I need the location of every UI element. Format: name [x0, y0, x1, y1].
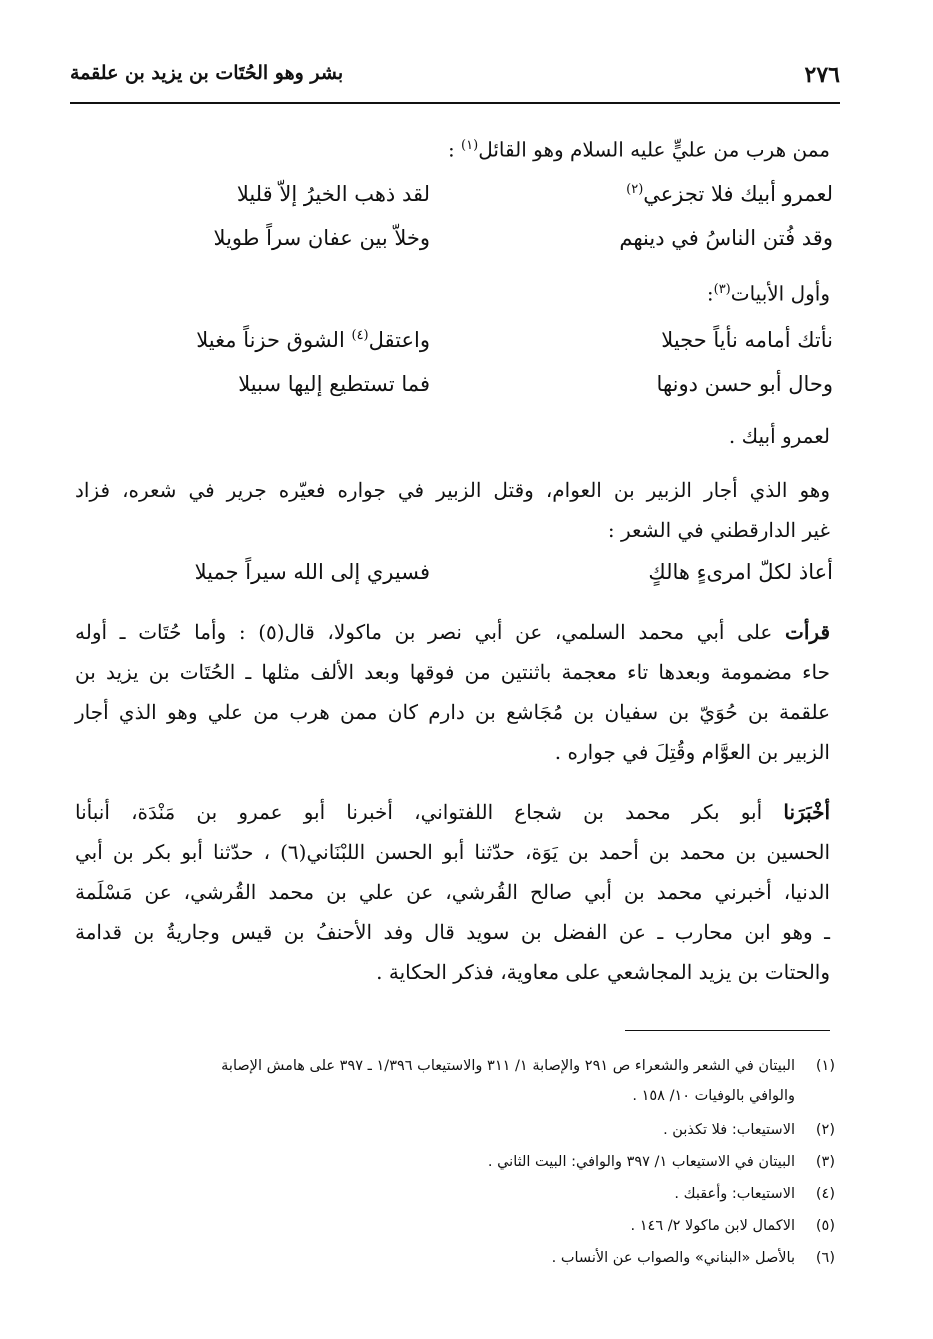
- intro-line: [75, 126, 830, 170]
- para3-line3: الدنيا، أخبرني محمد بن أبي صالح القُرشي، عن علي بن محمد القُرشي، عن مَسْلَمة: [75, 880, 830, 904]
- footnote-2: (٢)الاستيعاب: فلا تكذبن .: [663, 1122, 835, 1138]
- footnote-ref: (١): [461, 138, 479, 153]
- para2-line3: علقمة بن حُوَيّ بن سفيان بن مُجَاشع بن دارم كان ممن هرب من علي وهو الذي أجار: [75, 700, 830, 724]
- poem1-verse2-hemistich2: وخلاّ بين عفان سراً طويلا: [213, 226, 430, 250]
- para2-line4: الزبير بن العوَّام وقُتِلَ في جواره .: [554, 740, 830, 764]
- para3-line2: الحسين بن محمد بن أحمد بن يَوَة، حدّثنا أبو الحسن اللبْنَاني(٦) ، حدّثنا أبو بكر بن أبي: [75, 840, 830, 864]
- footnote-1: (١)البيتان في الشعر والشعراء ص ٢٩١ والإصابة ١/ ٣١١ والاستيعاب ١/٣٩٦ ـ ٣٩٧ على هامش الإصابة: [221, 1058, 835, 1074]
- verse3-hemistich1: أعاذ لكلّ امرىءٍ هالكٍ: [648, 560, 833, 584]
- poem2-verse2-hemistich2: فما تستطيع إليها سبيلا: [238, 372, 430, 396]
- para3-line1: أخْبَرَنا أبو بكر محمد بن شجاع اللفتواني، أخبرنا أبو عمرو بن مَنْدَة، أنبأنا: [75, 800, 831, 824]
- footnote-ref: (٣): [713, 282, 731, 297]
- para2-line1: قرأت على أبي محمد السلمي، عن أبي نصر بن ماكولا، قال(٥) : وأما حُتَات ـ أوله: [75, 620, 831, 644]
- footnote-5: (٥)الاكمال لابن ماكولا ٢/ ١٤٦ .: [630, 1218, 835, 1234]
- para2-lead: قرأت: [785, 620, 831, 644]
- footnote-separator: [625, 1030, 830, 1031]
- poem2-end: لعمرو أبيك .: [728, 424, 830, 448]
- poem1-verse1-hemistich2: لقد ذهب الخيرُ إلاّ قليلا: [236, 182, 430, 206]
- poem2-verse1-hemistich2: واعتقل$^{(٤)}$ الشوق حزناً مغيلا: [196, 328, 430, 352]
- poem2-verse2-hemistich1: وحال أبو حسن دونها: [656, 372, 833, 396]
- para3-lead: أخْبَرَنا: [783, 800, 831, 824]
- poem2-verse1-hemistich1: نأتك أمامه نأياً حجيلا: [661, 328, 833, 352]
- running-title: بشر وهو الحُتَات بن يزيد بن علقمة: [70, 62, 344, 84]
- verse3-hemistich2: فسيري إلى الله سيراً جميلا: [194, 560, 430, 584]
- footnote-3: (٣)البيتان في الاستيعاب ١/ ٣٩٧ والوافي: البيت الثاني .: [487, 1154, 835, 1170]
- para1-line2: غير الدارقطني في الشعر :: [607, 518, 830, 542]
- page-header: [70, 58, 840, 98]
- intro-text: ممن هرب من عليٍّ عليه السلام وهو القائل: [478, 137, 830, 162]
- first-verses-line: وأول الأبيات$^{(٣)}$:: [706, 281, 830, 306]
- poem1-verse1-hemistich1: لعمرو أبيك فلا تجزعي$^{(٢)}$: [626, 182, 833, 206]
- para3-line4: ـ وهو ابن محارب ـ عن الفضل بن سويد قال وفد الأحنفُ بن قيس وجاريةُ بن قدامة: [75, 920, 830, 944]
- page-number: ٢٧٦: [804, 62, 840, 88]
- poem1-verse2-hemistich1: وقد فُتن الناسُ في دينهم: [619, 226, 833, 250]
- para1-line1: وهو الذي أجار الزبير بن العوام، وقتل الزبير في جواره فعيّره جرير في شعره، فزاد: [75, 478, 830, 502]
- footnote-4: (٤)الاستيعاب: وأعقبك .: [674, 1186, 835, 1202]
- footnote-6: (٦)بالأصل «البناني» والصواب عن الأنساب .: [551, 1250, 835, 1266]
- footnote-1-continued: والوافي بالوفيات ١٠/ ١٥٨ .: [632, 1088, 795, 1104]
- para2-line2: حاء مضمومة وبعدها تاء معجمة باثنتين من فوقها وبعد الألف مثلها ـ الحُتَات بن يزيد بن: [75, 660, 830, 684]
- intro-end: :: [447, 137, 462, 162]
- header-rule: [70, 102, 840, 104]
- para3-line5: والحتات بن يزيد المجاشعي على معاوية، فذكر الحكاية .: [376, 960, 830, 984]
